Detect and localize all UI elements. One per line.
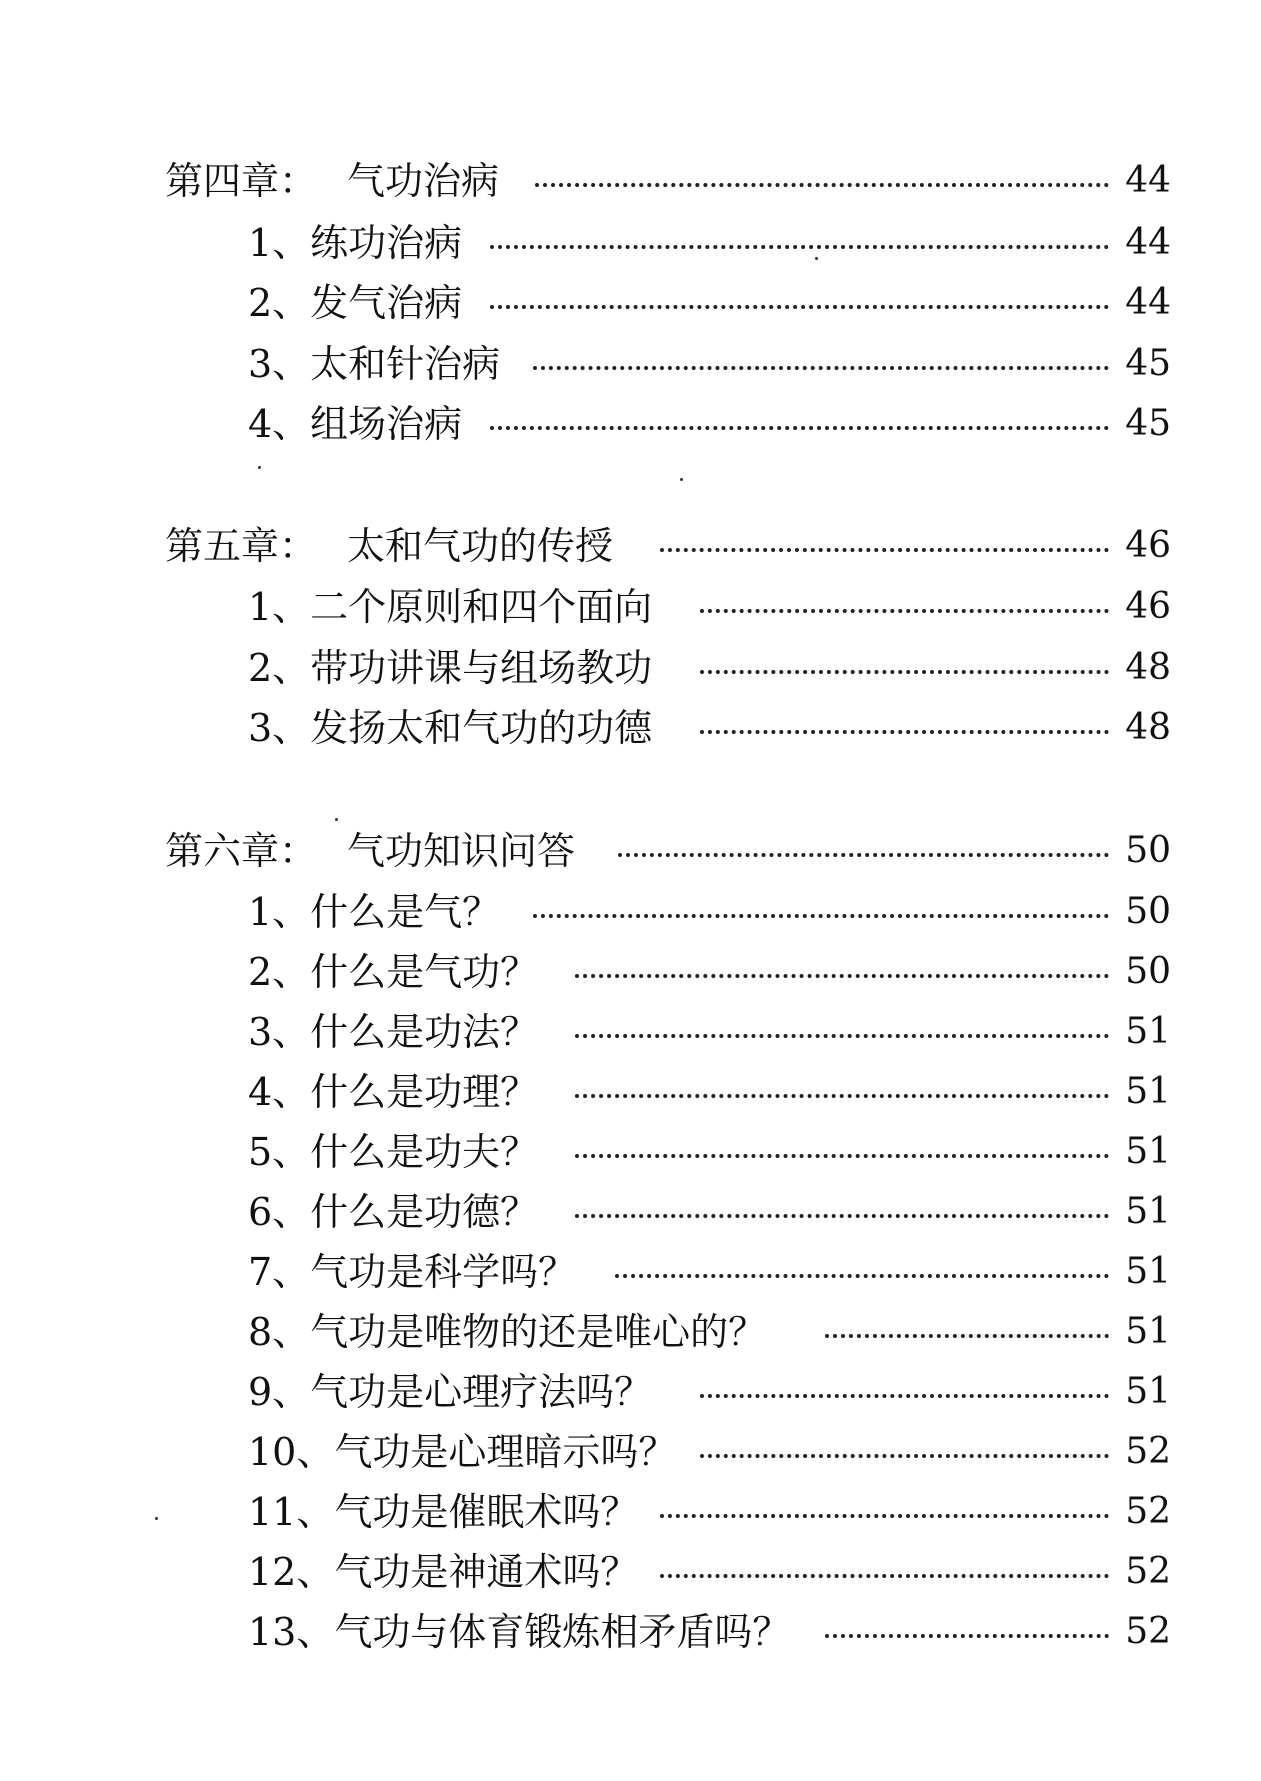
page-number: 44 bbox=[1125, 222, 1171, 263]
chapter-heading bbox=[165, 522, 613, 570]
chapter-row bbox=[0, 522, 1261, 570]
scan-speck bbox=[258, 466, 261, 469]
section-title: 3、什么是功法？ bbox=[248, 1010, 539, 1054]
dot-leader bbox=[490, 305, 1109, 309]
page-number: 51 bbox=[1125, 1371, 1171, 1412]
chapter-row bbox=[0, 157, 1261, 205]
section-row bbox=[0, 1368, 1261, 1416]
dot-leader bbox=[825, 1634, 1109, 1638]
section-title: 7、气功是科学吗？ bbox=[248, 1250, 577, 1294]
section-title: 1、二个原则和四个面向 bbox=[248, 585, 653, 629]
chapter-title: 气功治病 bbox=[347, 159, 500, 203]
dot-leader bbox=[825, 1334, 1109, 1338]
section-title: 1、什么是气？ bbox=[248, 890, 501, 934]
page-number: 51 bbox=[1125, 1191, 1171, 1232]
section-row bbox=[0, 1428, 1261, 1476]
section-title: 13、气功与体育锻炼相矛盾吗？ bbox=[248, 1610, 791, 1654]
section-row bbox=[0, 279, 1261, 327]
dot-leader bbox=[575, 1154, 1109, 1158]
page-number: 45 bbox=[1125, 343, 1171, 384]
chapter-heading bbox=[165, 827, 575, 875]
dot-leader bbox=[490, 426, 1109, 430]
section-row bbox=[0, 1548, 1261, 1596]
section-row bbox=[0, 1608, 1261, 1656]
page-number: 52 bbox=[1125, 1611, 1171, 1652]
section-row bbox=[0, 340, 1261, 388]
dot-leader bbox=[575, 1094, 1109, 1098]
section-title: 6、什么是功德？ bbox=[248, 1190, 539, 1234]
section-title: 2、什么是气功？ bbox=[248, 950, 539, 994]
chapter-heading bbox=[165, 157, 499, 205]
page-number: 52 bbox=[1125, 1551, 1171, 1592]
page-number: 46 bbox=[1125, 525, 1171, 566]
dot-leader bbox=[660, 1514, 1109, 1518]
dot-leader bbox=[618, 853, 1109, 857]
section-row bbox=[0, 400, 1261, 448]
page-number: 46 bbox=[1125, 586, 1171, 627]
section-title: 9、气功是心理疗法吗？ bbox=[248, 1370, 653, 1414]
section-row bbox=[0, 1008, 1261, 1056]
section-title: 12、气功是神通术吗？ bbox=[248, 1550, 639, 1594]
dot-leader bbox=[660, 1574, 1109, 1578]
section-row bbox=[0, 1068, 1261, 1116]
section-row bbox=[0, 704, 1261, 752]
section-row bbox=[0, 1128, 1261, 1176]
section-row bbox=[0, 644, 1261, 692]
section-row bbox=[0, 1248, 1261, 1296]
page-number: 50 bbox=[1125, 951, 1171, 992]
dot-leader bbox=[490, 245, 1109, 249]
chapter-title: 气功知识问答 bbox=[347, 829, 576, 873]
section-title: 3、发扬太和气功的功德 bbox=[248, 706, 653, 750]
page-number: 52 bbox=[1125, 1431, 1171, 1472]
section-title: 1、练功治病 bbox=[248, 221, 463, 265]
section-title: 2、发气治病 bbox=[248, 281, 463, 325]
page-number: 51 bbox=[1125, 1131, 1171, 1172]
page-number: 45 bbox=[1125, 403, 1171, 444]
scan-speck bbox=[815, 257, 818, 260]
dot-leader bbox=[615, 1274, 1109, 1278]
chapter-title: 太和气功的传授 bbox=[347, 524, 614, 568]
section-title: 4、组场治病 bbox=[248, 402, 463, 446]
scan-speck bbox=[680, 478, 683, 481]
section-title: 3、太和针治病 bbox=[248, 342, 501, 386]
section-title: 4、什么是功理？ bbox=[248, 1070, 539, 1114]
page-number: 48 bbox=[1125, 647, 1171, 688]
dot-leader bbox=[700, 609, 1109, 613]
dot-leader bbox=[700, 730, 1109, 734]
page-number: 44 bbox=[1125, 160, 1171, 201]
dot-leader bbox=[533, 366, 1109, 370]
chapter-number: 第五章： bbox=[165, 524, 318, 568]
section-row bbox=[0, 948, 1261, 996]
dot-leader bbox=[533, 914, 1109, 918]
dot-leader bbox=[700, 1394, 1109, 1398]
section-row bbox=[0, 888, 1261, 936]
dot-leader bbox=[700, 670, 1109, 674]
section-title: 2、带功讲课与组场教功 bbox=[248, 646, 653, 690]
chapter-number: 第四章： bbox=[165, 159, 318, 203]
section-row bbox=[0, 1308, 1261, 1356]
dot-leader bbox=[660, 548, 1109, 552]
dot-leader bbox=[700, 1454, 1109, 1458]
section-row bbox=[0, 583, 1261, 631]
section-row bbox=[0, 219, 1261, 267]
dot-leader bbox=[575, 974, 1109, 978]
chapter-row bbox=[0, 827, 1261, 875]
section-title: 11、气功是催眠术吗？ bbox=[248, 1490, 639, 1534]
page-number: 51 bbox=[1125, 1071, 1171, 1112]
scan-speck bbox=[335, 818, 338, 821]
section-title: 10、气功是心理暗示吗？ bbox=[248, 1430, 677, 1474]
section-row bbox=[0, 1188, 1261, 1236]
dot-leader bbox=[535, 183, 1109, 187]
section-title: 8、气功是唯物的还是唯心的？ bbox=[248, 1310, 767, 1354]
page-number: 51 bbox=[1125, 1251, 1171, 1292]
scan-speck bbox=[155, 1517, 158, 1520]
page-number: 50 bbox=[1125, 830, 1171, 871]
page-number: 48 bbox=[1125, 707, 1171, 748]
chapter-number: 第六章： bbox=[165, 829, 318, 873]
page-number: 52 bbox=[1125, 1491, 1171, 1532]
dot-leader bbox=[575, 1034, 1109, 1038]
section-title: 5、什么是功夫？ bbox=[248, 1130, 539, 1174]
page-number: 44 bbox=[1125, 282, 1171, 323]
page-number: 50 bbox=[1125, 891, 1171, 932]
page-number: 51 bbox=[1125, 1011, 1171, 1052]
section-row bbox=[0, 1488, 1261, 1536]
dot-leader bbox=[575, 1214, 1109, 1218]
page-number: 51 bbox=[1125, 1311, 1171, 1352]
